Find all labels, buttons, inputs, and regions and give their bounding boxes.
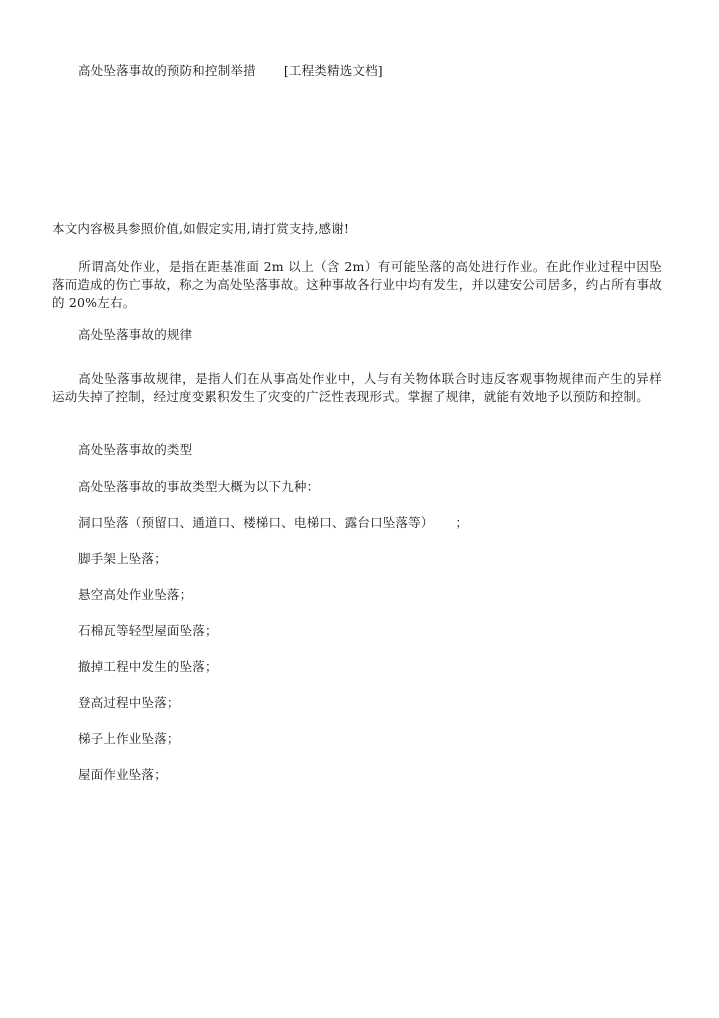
- types-intro: 高处坠落事故的事故类型大概为以下九种：: [78, 479, 320, 494]
- title-text: 高处坠落事故的预防和控制举措: [78, 63, 256, 78]
- list-item: 石棉瓦等轻型屋面坠落；: [78, 623, 218, 638]
- section-heading-pattern: 高处坠落事故的规律: [78, 327, 193, 342]
- list-item: 登高过程中坠落；: [78, 695, 180, 710]
- list-item: 梯子上作业坠落；: [78, 731, 180, 746]
- paragraph-pattern: [52, 370, 662, 406]
- list-item-suffix: ；: [455, 515, 469, 530]
- list-item: 撤掉工程中发生的坠落；: [78, 659, 218, 674]
- paragraph-pattern-text: 高处坠落事故规律，是指人们在从事高处作业中，人与有关物体联合时违反客观事物规律而产生的异样运动失掉了控制，经过度变累积发生了灾变的广泛性表现形式。掌握了规律，就能有效地予以预防和控制。: [52, 371, 662, 404]
- section-heading-types: 高处坠落事故的类型: [78, 442, 193, 457]
- list-item: 脚手架上坠落；: [78, 551, 167, 566]
- paragraph-definition: [52, 258, 662, 312]
- title-tag: [工程类精选文档]: [283, 63, 383, 78]
- list-item-text: 洞口坠落（预留口、通道口、楼梯口、电梯口、露台口坠落等）: [78, 515, 428, 530]
- paragraph-definition-text: 所谓高处作业，是指在距基准面 2m 以上（含 2m）有可能坠落的高处进行作业。在此作业过程中因坠落而造成的伤亡事故，称之为高处坠落事故。这种事故各行业中均有发生，并以建安公司居多，约占所有事故的 20%左右。: [52, 259, 662, 310]
- list-item: 屋面作业坠落；: [78, 767, 167, 782]
- support-notice: 本文内容极具参照价值,如假定实用,请打赏支持,感谢!: [52, 221, 350, 236]
- list-item: [78, 514, 468, 532]
- list-item: 悬空高处作业坠落；: [78, 587, 193, 602]
- document-title: [78, 62, 383, 80]
